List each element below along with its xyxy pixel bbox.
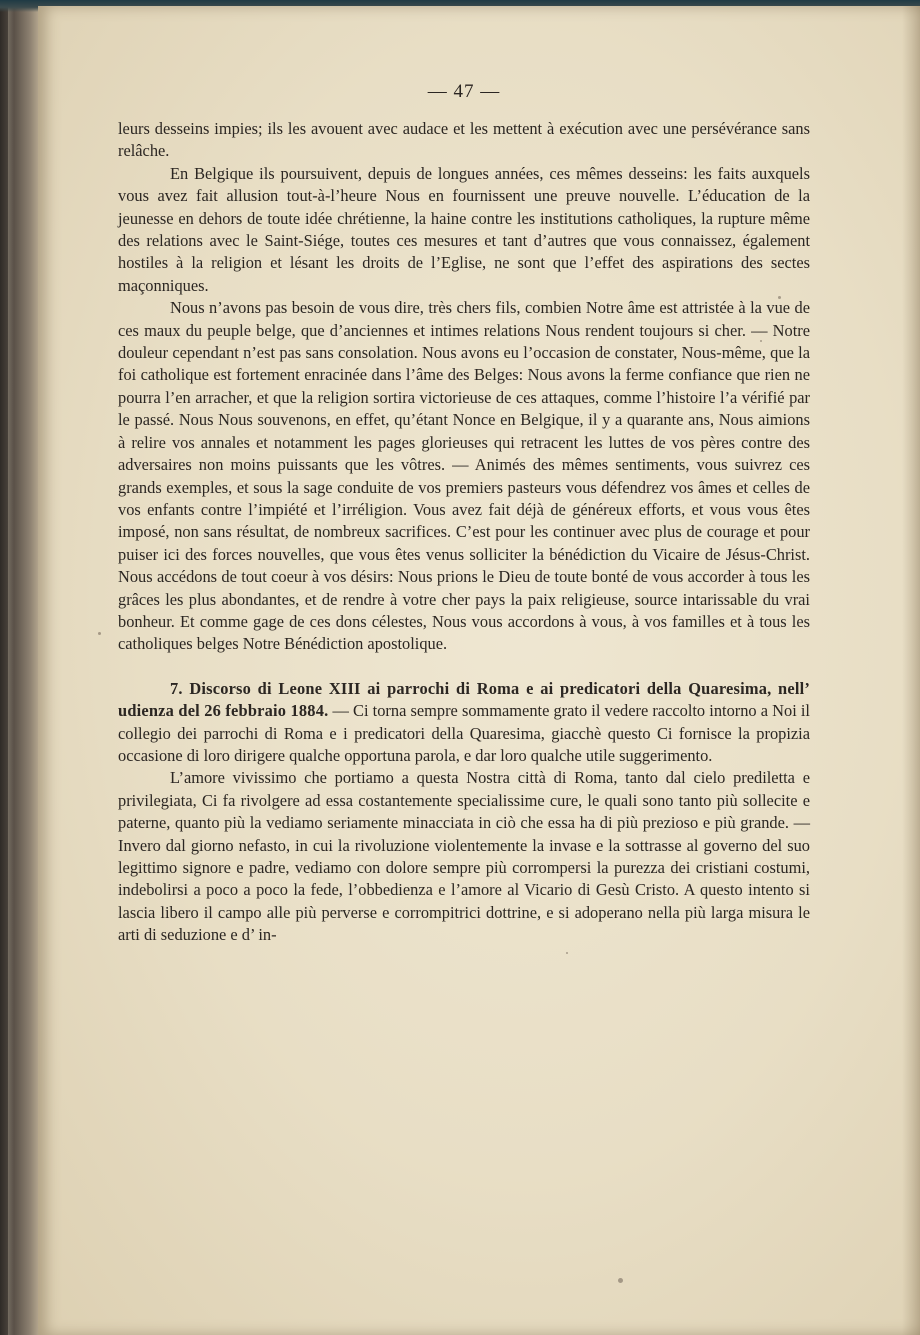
section-heading: 7. Discorso di Leone XIII ai parrochi di Roma e ai predicatori della Quaresima, nell’ udienza del 26 febbraio 1884. bbox=[118, 678, 810, 721]
paragraph-roma: L’amore vivissimo che portiamo a questa Nostra città di Roma, tanto dal cielo prediletta e privilegiata, Ci fa rivolgere ad essa costantemente specialissime cure, le quali sono tanto più sollecite e paterne, quanto più la vediamo seriamente minacciata in ciò che essa ha di più prezioso e più grande. — Invero dal giorno nefasto, in cui la rivoluzione violentemente la invase e la sottrasse al governo del suo legittimo signore e padre, vediamo con dolore sempre più corrompersi la purezza dei cristiani costumi, indebolirsi a poco a poco la fede, l’obbedienza e l’amore al Vicario di Gesù Cristo. A questo intento si lascia libero il campo alle più perverse e corrompitrici dottrine, e si adoperano nella più larga misura le arti di seduzione e d’ in- bbox=[118, 768, 810, 945]
paragraph-belgique: En Belgique ils poursuivent, depuis de longues années, ces mêmes desseins: les faits auxquels vous avez fait allusion tout-à-l’heure Nous en fournissent une preuve nouvelle. L’éducation de la jeunesse en dehors de toute idée chrétienne, la haine contre les institutions catholiques, la rupture même des relations avec le Saint-Siége, toutes ces mesures et tant d’autres que vous connaissez, également hostiles à la religion et lésant les droits de l’Eglise, ne sont que l’effet des aspirations des sectes maçonniques. bbox=[118, 163, 810, 295]
section-heading-continuation: — Ci torna sempre sommamente grato il vedere raccolto intorno a Noi il collegio dei parrochi di Roma e i predicatori della Quaresima, giacchè questo Ci fornisce la propizia occasione di loro dirigere qualche opportuna parola, e dar loro qualche utile suggerimento. bbox=[118, 701, 810, 765]
section-paragraph bbox=[118, 678, 810, 768]
paragraph-opening: leurs desseins impies; ils les avouent avec audace et les mettent à exécution avec une persévérance sans relâche. bbox=[118, 119, 810, 161]
paragraph-consolation: Nous n’avons pas besoin de vous dire, très chers fils, combien Notre âme est attristée à la vue de ces maux du peuple belge, que d’anciennes et intimes relations Nous rendent toujours si cher. — Notre douleur cependant n’est pas sans consolation. Nous avons eu l’occasion de constater, Nous-même, que la foi catholique est fortement enracinée dans l’âme des Belges: Nous avons la ferme confiance que rien ne pourra l’en arracher, et que la religion sortira victorieuse de ces attaques, comme l’histoire l’a vérifié par le passé. Nous Nous souvenons, en effet, qu’étant Nonce en Belgique, il y a quarante ans, Nous aimions à relire vos annales et notamment les pages glorieuses qui retracent les luttes de vos pères contre des adversaires non moins puissants que les vôtres. — Animés des mêmes sentiments, vous suivrez ces grands exemples, et sous la sage conduite de vos premiers pasteurs vous défendrez vos âmes et celles de vos enfants contre l’impiété et l’irréligion. Vous avez fait déjà de généreux efforts, et vous vous êtes imposé, non sans résultat, de nombreux sacrifices. C’est pour les continuer avec plus de courage et pour puiser ici des forces nouvelles, que vous êtes venus solliciter la bénédiction du Vicaire de Jésus-Christ. Nous accédons de tout coeur à vos désirs: Nous prions le Dieu de toute bonté de vous accorder à tous les grâces les plus abondantes, et de rendre à votre cher pays la paix religieuse, source intarissable du vrai bonheur. Et comme gage de ces dons célestes, Nous vous accordons à vous, à vos familles et à tous les catholiques belges Notre Bénédiction apostolique. bbox=[118, 298, 810, 654]
book-page bbox=[38, 6, 920, 1335]
paper-speck bbox=[566, 952, 568, 954]
paper-speck bbox=[618, 1278, 623, 1283]
page-text-block bbox=[118, 78, 810, 947]
paper-speck bbox=[98, 632, 101, 635]
page-number: — 47 — bbox=[427, 81, 501, 102]
book-spine-left bbox=[0, 0, 40, 1335]
page-right-shadow bbox=[902, 6, 920, 1335]
